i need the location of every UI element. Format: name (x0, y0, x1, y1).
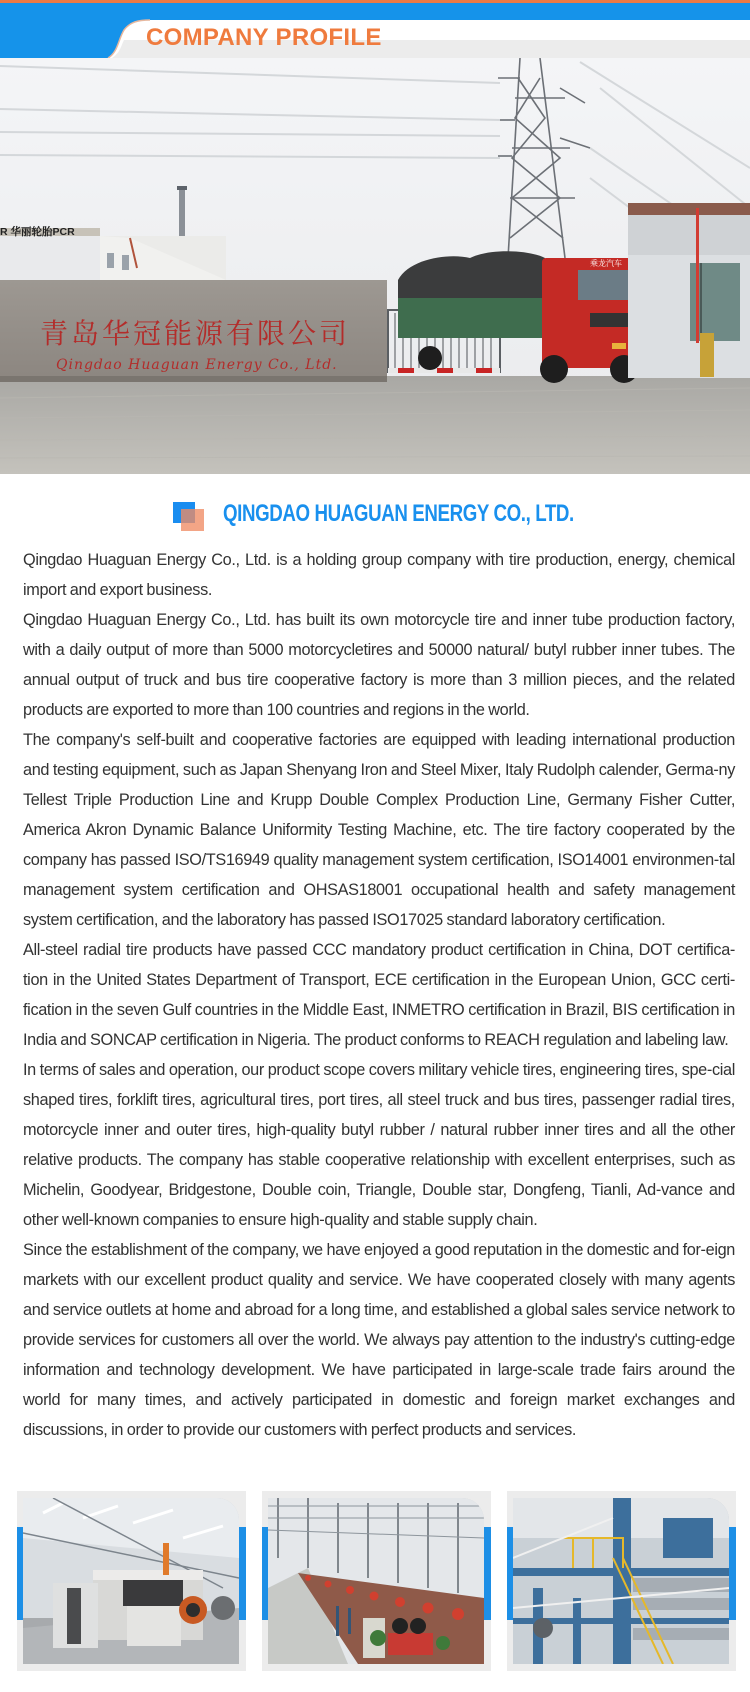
company-description (23, 545, 735, 1445)
paragraph-certifications: All-steel radial tire products have passed CCC mandatory product certification in China, DOT certifica-tion in the United States Department of Transport, ECE certification in the European Union, GCC certi-fication in the seven Gulf countries in the Middle East, INMETRO certification in Brazil, BIS certification in India and SONCAP certification in Nigeria. The product conforms to REACH regulation and labeling law. (23, 941, 735, 1049)
title-square-orange-icon (181, 509, 204, 531)
rooftop-sign: R 华丽轮胎PCR (0, 226, 75, 238)
sign-chinese-text: 青岛华冠能源有限公司 (40, 317, 351, 350)
factory-photo-gallery (0, 1491, 750, 1672)
page-title: COMPANY PROFILE (146, 24, 382, 51)
frame-accent-bar (239, 1527, 246, 1620)
frame-accent-bar (484, 1527, 491, 1620)
calender-machine-image (513, 1498, 729, 1664)
truck-cab-text: 乘龙汽车 (590, 259, 622, 268)
paragraph-production: Qingdao Huaguan Energy Co., Ltd. has built its own motorcycle tire and inner tube production factory, with a daily output of more than 5000 motorcycletires and 50000 natural/ butyl rubber inner tubes. The annual output of truck and bus tire cooperative factory is more than 3 million pieces, and the related products are exported to more than 100 countries and regions in the world. (23, 611, 735, 719)
gallery-photo-3 (507, 1491, 736, 1671)
guard-house (628, 203, 750, 378)
company-sign-wall (0, 280, 387, 382)
paragraph-reputation: Since the establishment of the company, we have enjoyed a good reputation in the domestic and for-eign markets with our excellent product quality and service. We have cooperated closely with many agents and service outlets at home and abroad for a long time, and established a global sales service network to provide services for customers all over the world. We always pay attention to the industry's cutting-edge information and technology development. We have participated in large-scale trade fairs around the world for many times, and actively participated in domestic and foreign market exchanges and discussions, in order to provide our customers with perfect products and services. (23, 1241, 735, 1439)
tire-building-machine-image (23, 1498, 239, 1664)
paragraph-intro: Qingdao Huaguan Energy Co., Ltd. is a holding group company with tire production, energy, chemical import and export business. (23, 551, 735, 599)
curing-press-line-image (268, 1498, 484, 1664)
company-name-heading (0, 495, 750, 535)
section-header (0, 0, 750, 58)
gallery-photo-2 (262, 1491, 491, 1671)
gallery-photo-1 (17, 1491, 246, 1671)
paragraph-sales: In terms of sales and operation, our product scope covers military vehicle tires, engineering tires, spe-cial shaped tires, forklift tires, agricultural tires, port tires, all steel truck and bus tires, passenger radial tires, motorcycle inner and outer tires, high-quality butyl rubber / natural rubber inner tires and all the other relative products. The company has stable cooperative relationship with excellent enterprises, such as Michelin, Goodyear, Bridgestone, Double coin, Triangle, Double star, Dongfeng, Tianli, Ad-vance and other well-known companies to ensure high-quality and stable supply chain. (23, 1061, 735, 1229)
sign-english-text: Qingdao Huaguan Energy Co., Ltd. (56, 357, 338, 373)
hero-photo (0, 58, 750, 474)
frame-accent-bar (729, 1527, 736, 1620)
factory-gate-illustration (0, 58, 750, 474)
paragraph-equipment: The company's self-built and cooperative factories are equipped with leading international production and testing equipment, such as Japan Shenyang Iron and Steel Mixer, Italy Rudolph calender, Germa-ny Tellest Triple Production Line and Krupp Double Complex Production Line, Germany Fisher Cutter, America Akron Dynamic Balance Uniformity Testing Machine, etc. The tire factory cooperated by the company has passed ISO/TS16949 quality management system certification, ISO14001 environmen-tal management system certification and OHSAS18001 occupational health and safety management system certification, and the laboratory has passed ISO17025 standard laboratory certification. (23, 731, 735, 929)
company-name: QINGDAO HUAGUAN ENERGY CO., LTD. (223, 500, 574, 527)
